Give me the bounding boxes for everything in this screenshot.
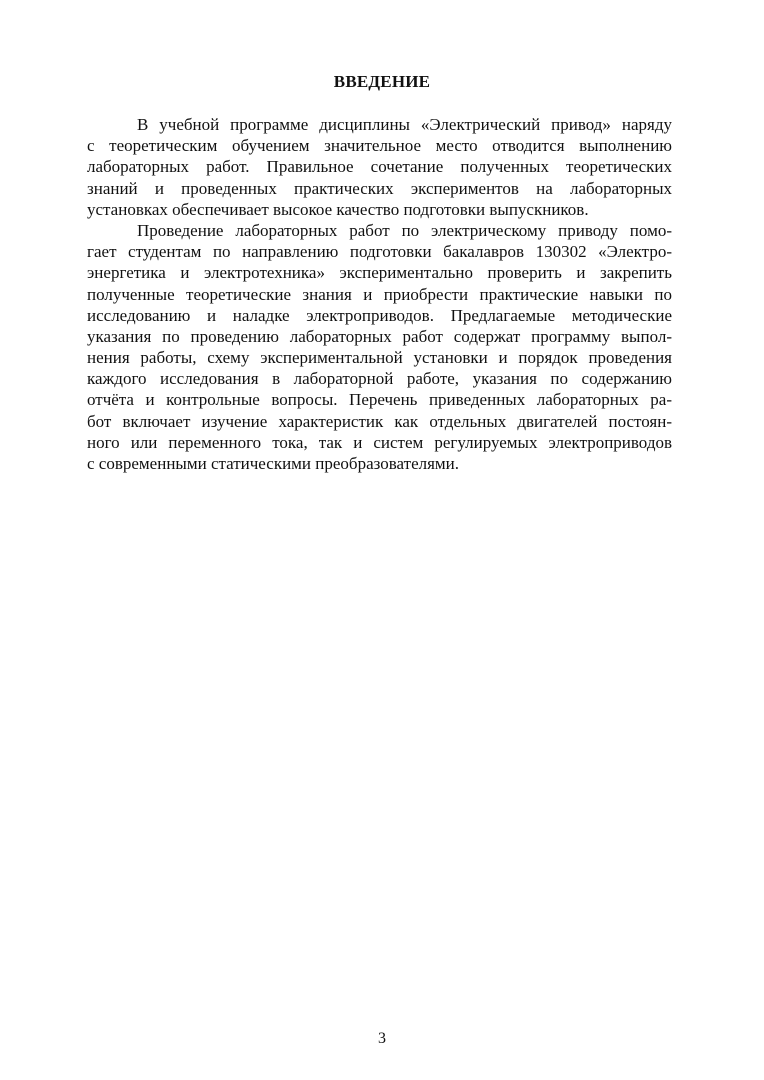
text-line: с теоретическим обучением значительное место отводится выполнению <box>87 136 672 156</box>
text-line: лабораторных работ. Правильное сочетание полученных теоретических <box>87 157 672 177</box>
page-number: 3 <box>378 1030 386 1047</box>
text-line: каждого исследования в лабораторной работе, указания по содержанию <box>87 369 672 389</box>
text-line: установках обеспечивает высокое качество подготовки выпускников. <box>87 199 589 219</box>
text-line: исследованию и наладке электроприводов. Предлагаемые методические <box>87 305 672 325</box>
paragraph-1 <box>87 114 672 220</box>
text-line: полученные теоретические знания и приобрести практические навыки по <box>87 284 672 304</box>
body-text <box>87 114 672 474</box>
text-line: Проведение лабораторных работ по электрическому приводу помо- <box>137 220 672 240</box>
text-line: энергетика и электротехника» экспериментально проверить и закрепить <box>87 263 672 283</box>
text-line: В учебной программе дисциплины «Электрический привод» наряду <box>137 115 672 134</box>
text-line: бот включает изучение характеристик как отдельных двигателей постоян- <box>87 411 672 431</box>
paragraph-2 <box>87 220 672 474</box>
section-heading: ВВЕДЕНИЕ <box>333 72 431 91</box>
text-line: с современными статическими преобразователями. <box>87 454 460 473</box>
text-line: указания по проведению лабораторных работ содержат программу выпол- <box>87 326 672 346</box>
text-line: отчёта и контрольные вопросы. Перечень приведенных лабораторных ра- <box>87 390 672 410</box>
text-line: нения работы, схему экспериментальной установки и порядок проведения <box>87 348 672 368</box>
text-line: гает студентам по направлению подготовки бакалавров 130302 «Электро- <box>87 242 672 262</box>
text-line: ного или переменного тока, так и систем регулируемых электроприводов <box>87 432 672 452</box>
text-line: знаний и проведенных практических экспериментов на лабораторных <box>87 178 672 198</box>
